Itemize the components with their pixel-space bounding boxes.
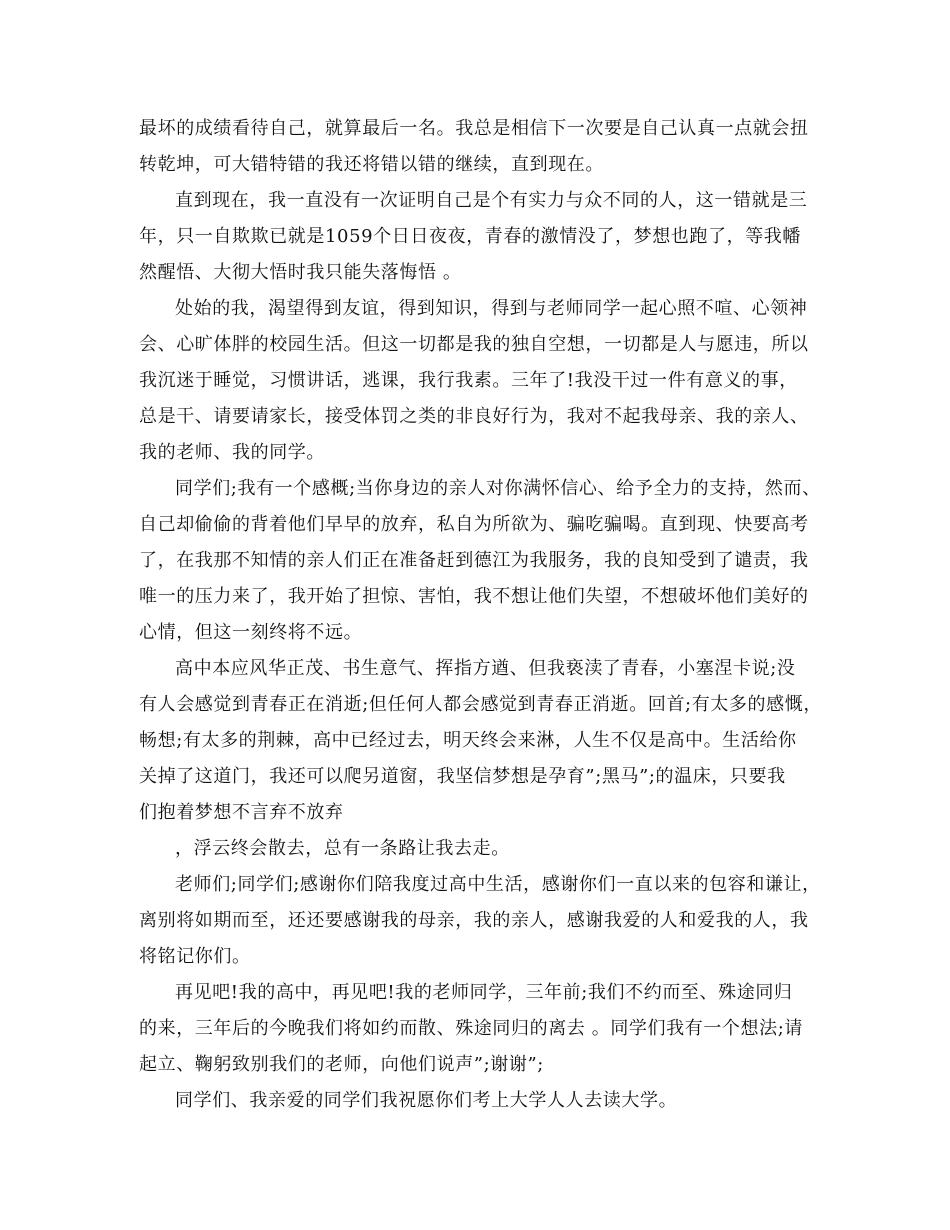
text-line: 心情，但这一刻终将不远。: [139, 622, 363, 643]
text-line: 唯一的压力来了，我开始了担惊、害怕，我不想让他们失望，不想破坏他们美好的: [139, 586, 809, 607]
text-line: 起立、鞠躬致别我们的老师，向他们说声”;谢谢”;: [139, 1054, 544, 1075]
text-line: 关掉了这道门，我还可以爬另道窗，我坚信梦想是孕育”;黑马”;的温床，只要我: [139, 766, 786, 787]
text-line: 有人会感觉到青春正在消逝;但任何人都会感觉到青春正消逝。回首;有太多的感慨，: [139, 694, 822, 715]
paragraph-start-line: 老师们;同学们;感谢你们陪我度过高中生活，感谢你们一直以来的包容和谦让，: [175, 874, 821, 895]
paragraph-start-line: 再见吧!我的高中，再见吧!我的老师同学，三年前;我们不约而至、殊途同归: [175, 982, 793, 1003]
paragraph-start-line: 直到现在，我一直没有一次证明自己是个有实力与众不同的人，这一错就是三: [175, 190, 808, 211]
paragraph-start-line: 处始的我，渴望得到友谊，得到知识，得到与老师同学一起心照不喧、心领神: [175, 298, 808, 319]
text-line: 了，在我那不知情的亲人们正在准备赶到德江为我服务，我的良知受到了谴责，我: [139, 550, 809, 571]
text-line: 最坏的成绩看待自己，就算最后一名。我总是相信下一次要是自己认真一点就会扭: [139, 118, 809, 139]
text-line: 总是干、请要请家长，接受体罚之类的非良好行为，我对不起我母亲、我的亲人、: [139, 406, 809, 427]
text-line: 自己却偷偷的背着他们早早的放弃，私自为所欲为、骗吃骗喝。直到现、快要高考: [139, 514, 809, 535]
text-line: 我的老师、我的同学。: [139, 442, 325, 463]
paragraph-start-line: 同学们、我亲爱的同学们我祝愿你们考上大学人人去读大学。: [175, 1090, 678, 1111]
text-line: 们抱着梦想不言弃不放弃: [139, 802, 344, 823]
text-line: 然醒悟、大彻大悟时我只能失落悔悟 。: [139, 262, 462, 283]
text-line: ，浮云终会散去，总有一条路让我去走。: [175, 838, 510, 859]
text-line: 转乾坤，可大错特错的我还将错以错的继续，直到现在。: [139, 154, 604, 175]
text-line: 会、心旷体胖的校园生活。但这一切都是我的独自空想，一切都是人与愿违，所以: [139, 334, 809, 355]
text-line: 我沉迷于睡觉，习惯讲话，逃课，我行我素。三年了!我没干过一件有意义的事，: [139, 370, 798, 391]
text-line: 年，只一自欺欺已就是1059个日日夜夜，青春的激情没了，梦想也跑了，等我幡: [139, 226, 802, 247]
text-line: 畅想;有太多的荆棘，高中已经过去，明天终会来淋，人生不仅是高中。生活给你: [139, 730, 797, 751]
paragraph-start-line: 同学们;我有一个感概;当你身边的亲人对你满怀信心、给予全力的支持，然而、: [175, 478, 821, 499]
text-line: 的来，三年后的今晚我们将如约而散、殊途同归的离去 。同学们我有一个想法;请: [139, 1018, 803, 1039]
paragraph-start-line: 高中本应风华正茂、书生意气、挥指方遒、但我亵渎了青春，小塞涅卡说;没: [175, 658, 796, 679]
text-line: 离别将如期而至，还还要感谢我的母亲，我的亲人，感谢我爱的人和爱我的人，我: [139, 910, 809, 931]
text-line: 将铭记你们。: [139, 946, 251, 967]
